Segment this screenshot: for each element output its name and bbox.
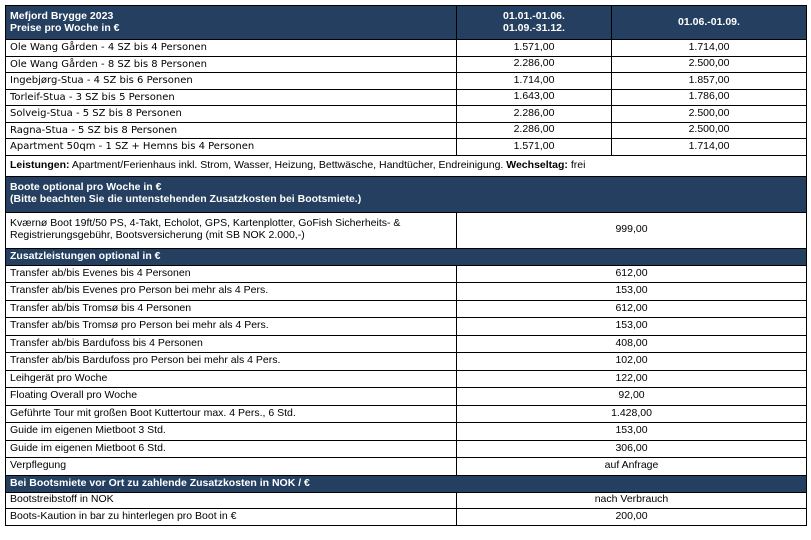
extra-row	[6, 405, 807, 423]
extra-price: 122,00	[457, 370, 807, 388]
table-title: Mefjord Brygge 2023	[10, 9, 114, 22]
boat-row	[6, 212, 807, 248]
boats-section-line1: Boote optional pro Woche in €	[10, 181, 162, 194]
season1-range-1: 01.01.-01.06.	[503, 9, 565, 22]
local-cost-row	[6, 492, 807, 509]
extra-name: Transfer ab/bis Tromsø bis 4 Personen	[6, 300, 457, 318]
extra-price: 153,00	[457, 423, 807, 441]
price-season2: 2.500,00	[612, 106, 807, 123]
boats-section-note: (Bitte beachten Sie die untenstehenden Zusatzkosten bei Bootsmiete.)	[10, 193, 362, 205]
local-cost-price: nach Verbrauch	[457, 492, 807, 509]
extras-section-title: Zusatzleistungen optional in €	[6, 248, 807, 265]
boat-description-line2: Registrierungsgebühr, Bootsversicherung (mit SB NOK 2.000,-)	[10, 229, 305, 241]
services-text: Apartment/Ferienhaus inkl. Strom, Wasser, Heizung, Bettwäsche, Handtücher, Endreinigung.	[69, 158, 507, 171]
boats-section-title	[6, 176, 807, 212]
accommodation-row	[6, 40, 807, 57]
accommodation-name: Apartment 50qm - 1 SZ + Hemns bis 4 Personen	[6, 139, 457, 156]
extra-price: 102,00	[457, 353, 807, 371]
boats-section-header	[6, 176, 807, 212]
extra-price: 153,00	[457, 318, 807, 336]
extra-row	[6, 300, 807, 318]
extra-row	[6, 318, 807, 336]
extra-row	[6, 353, 807, 371]
extra-row	[6, 458, 807, 476]
season1-header	[457, 6, 612, 40]
extra-row	[6, 423, 807, 441]
extra-name: Transfer ab/bis Evenes pro Person bei mehr als 4 Pers.	[6, 283, 457, 301]
price-table	[5, 5, 807, 526]
price-season2: 1.714,00	[612, 40, 807, 57]
local-cost-name: Bootstreibstoff in NOK	[6, 492, 457, 509]
price-season2: 2.500,00	[612, 56, 807, 73]
accommodation-row	[6, 122, 807, 139]
price-season1: 1.714,00	[457, 73, 612, 90]
price-season2: 1.714,00	[612, 139, 807, 156]
extras-section-header	[6, 248, 807, 265]
price-season1: 1.571,00	[457, 139, 612, 156]
changeover-label: Wechseltag:	[506, 158, 568, 171]
extra-name: Transfer ab/bis Bardufoss bis 4 Personen	[6, 335, 457, 353]
extra-row	[6, 265, 807, 283]
table-subtitle: Preise pro Woche in €	[10, 21, 120, 34]
extra-row	[6, 370, 807, 388]
services-label: Leistungen:	[10, 158, 70, 171]
table-header-row	[6, 6, 807, 40]
extra-name: Floating Overall pro Woche	[6, 388, 457, 406]
extra-price: auf Anfrage	[457, 458, 807, 476]
extra-price: 612,00	[457, 265, 807, 283]
extra-name: Guide im eigenen Mietboot 6 Std.	[6, 440, 457, 458]
extra-row	[6, 440, 807, 458]
local-costs-section-title: Bei Bootsmiete vor Ort zu zahlende Zusatzkosten in NOK / €	[6, 475, 807, 492]
extra-name: Leihgerät pro Woche	[6, 370, 457, 388]
local-cost-price: 200,00	[457, 509, 807, 526]
accommodation-name: Torleif-Stua - 3 SZ bis 5 Personen	[6, 89, 457, 106]
accommodation-row	[6, 89, 807, 106]
accommodation-name: Ingebjørg-Stua - 4 SZ bis 6 Personen	[6, 73, 457, 90]
extra-price: 153,00	[457, 283, 807, 301]
accommodation-row	[6, 106, 807, 123]
extra-price: 92,00	[457, 388, 807, 406]
accommodation-row	[6, 139, 807, 156]
boat-price: 999,00	[457, 212, 807, 248]
accommodation-name: Ragna-Stua - 5 SZ bis 8 Personen	[6, 122, 457, 139]
accommodation-name: Ole Wang Gården - 4 SZ bis 4 Personen	[6, 40, 457, 57]
price-season1: 2.286,00	[457, 56, 612, 73]
price-season1: 2.286,00	[457, 122, 612, 139]
price-season1: 2.286,00	[457, 106, 612, 123]
season1-range-2: 01.09.-31.12.	[503, 21, 565, 34]
accommodation-name: Ole Wang Gården - 8 SZ bis 8 Personen	[6, 56, 457, 73]
extra-name: Transfer ab/bis Bardufoss pro Person bei mehr als 4 Pers.	[6, 353, 457, 371]
price-season1: 1.571,00	[457, 40, 612, 57]
extra-name: Verpflegung	[6, 458, 457, 476]
price-season2: 2.500,00	[612, 122, 807, 139]
extra-row	[6, 335, 807, 353]
extra-row	[6, 283, 807, 301]
local-cost-row	[6, 509, 807, 526]
season2-header: 01.06.-01.09.	[612, 6, 807, 40]
extra-price: 1.428,00	[457, 405, 807, 423]
changeover-value: frei	[567, 158, 586, 171]
price-season2: 1.857,00	[612, 73, 807, 90]
local-cost-name: Boots-Kaution in bar zu hinterlegen pro Boot in €	[6, 509, 457, 526]
accommodation-name: Solveig-Stua - 5 SZ bis 8 Personen	[6, 106, 457, 123]
table-title-cell	[6, 6, 457, 40]
accommodation-row	[6, 73, 807, 90]
services-cell	[6, 155, 807, 176]
extra-price: 306,00	[457, 440, 807, 458]
price-season2: 1.786,00	[612, 89, 807, 106]
price-season1: 1.643,00	[457, 89, 612, 106]
extra-price: 612,00	[457, 300, 807, 318]
extra-name: Geführte Tour mit großen Boot Kuttertour max. 4 Pers., 6 Std.	[6, 405, 457, 423]
boat-description-line1: Kværnø Boot 19ft/50 PS, 4-Takt, Echolot, GPS, Kartenplotter, GoFish Sicherheits- &	[10, 217, 401, 230]
extra-name: Guide im eigenen Mietboot 3 Std.	[6, 423, 457, 441]
boat-description	[6, 212, 457, 248]
extra-row	[6, 388, 807, 406]
services-row	[6, 155, 807, 176]
extra-price: 408,00	[457, 335, 807, 353]
extra-name: Transfer ab/bis Tromsø pro Person bei mehr als 4 Pers.	[6, 318, 457, 336]
price-table-sheet	[5, 5, 806, 526]
local-costs-section-header	[6, 475, 807, 492]
accommodation-row	[6, 56, 807, 73]
extra-name: Transfer ab/bis Evenes bis 4 Personen	[6, 265, 457, 283]
